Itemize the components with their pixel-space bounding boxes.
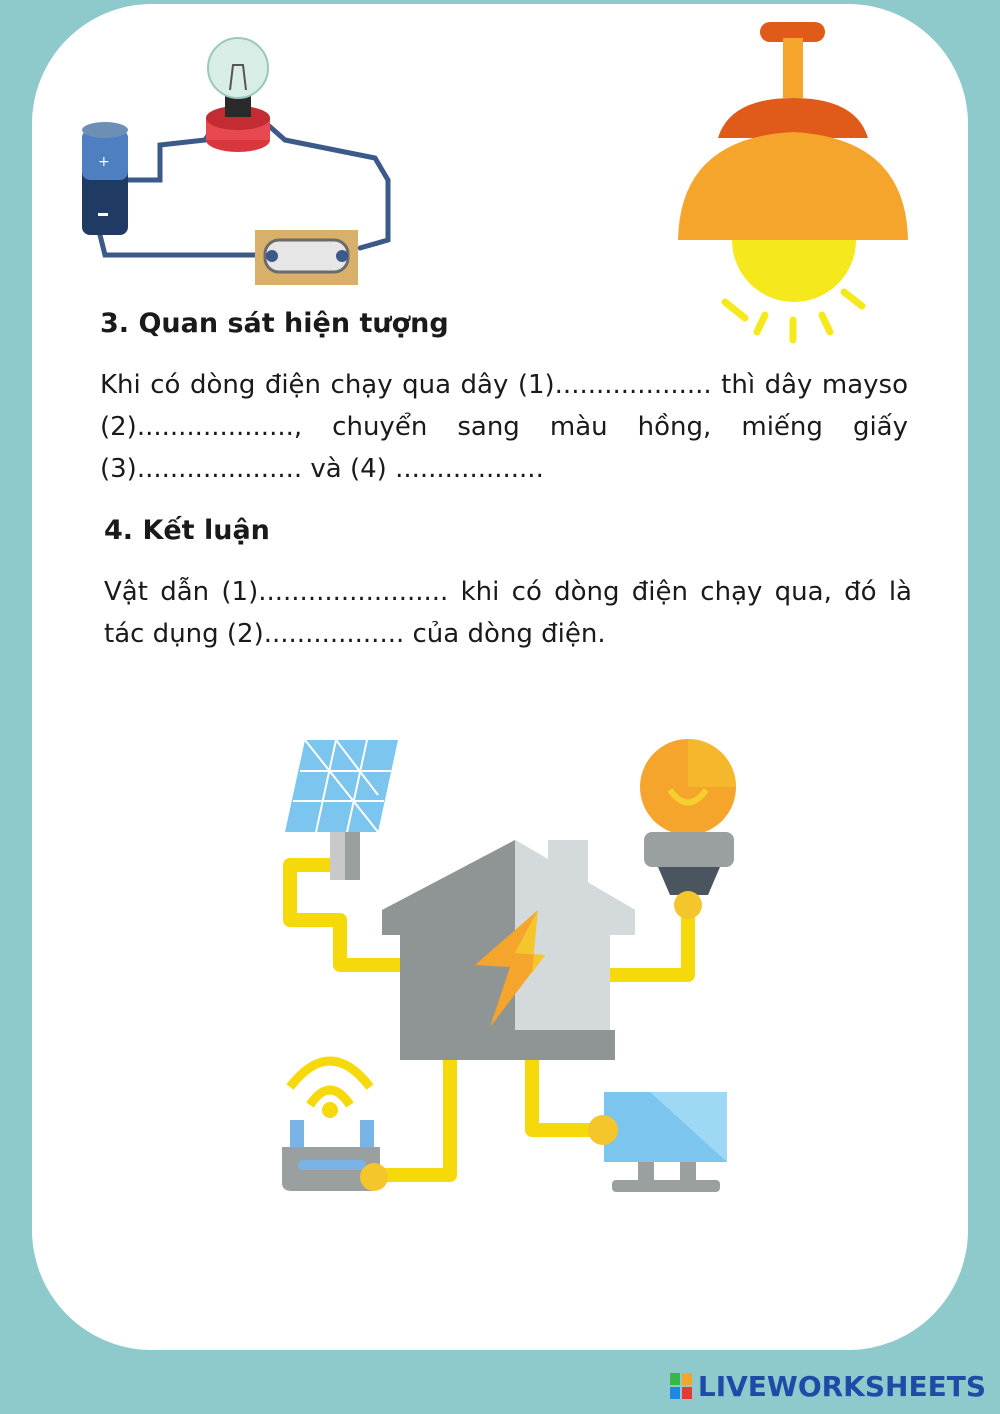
circuit-battery-bulb-icon: [70, 30, 410, 295]
liveworksheets-logo: [670, 1368, 986, 1404]
section-4-heading: 4. Kết luận: [104, 515, 270, 546]
smart-house-electricity-icon: [270, 735, 750, 1205]
ceiling-lamp-icon: [670, 20, 920, 350]
section-3-text: Khi có dòng điện chạy qua dây (1)................... thì dây mayso (2)..................., chuyển sang màu hồng, miếng giấy (3).................... và (4) ..................: [100, 370, 908, 484]
section-4-text: Vật dẫn (1)....................... khi có dòng điện chạy qua, đó là tác dụng (2)................. của dòng điện.: [104, 577, 912, 649]
liveworksheets-mark-icon: [670, 1373, 692, 1399]
liveworksheets-label: LIVEWORKSHEETS: [697, 1369, 986, 1403]
section-3-heading: 3. Quan sát hiện tượng: [100, 308, 449, 339]
svg-text:+: +: [98, 154, 110, 170]
